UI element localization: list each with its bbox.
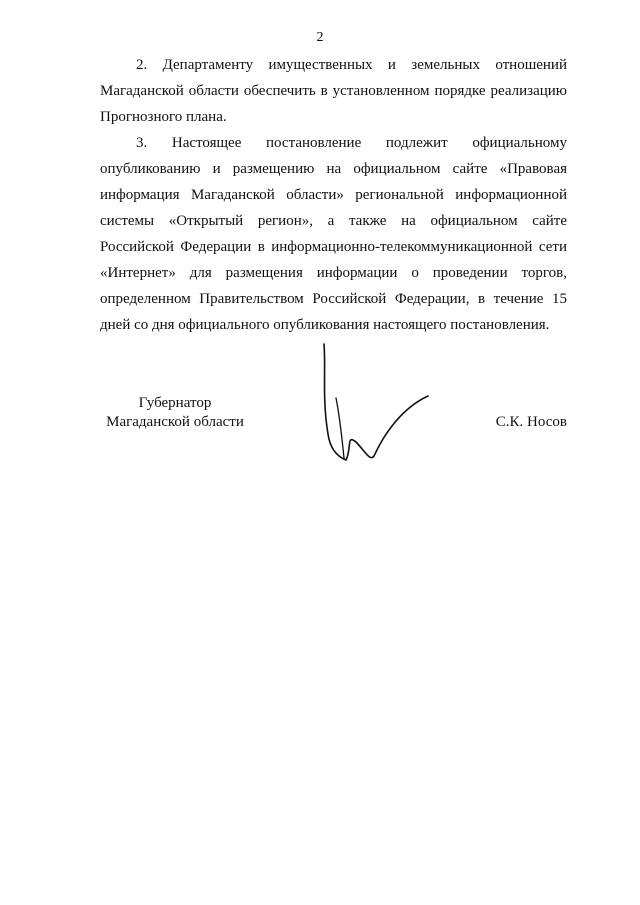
signatory-name: С.К. Носов [495, 414, 567, 430]
page-number: 2 [316, 30, 324, 45]
paragraph-2: 2. Департаменту имущественных и земельных отношений Магаданской области обеспечить в установленном порядке реализацию Прогнозного плана. [100, 57, 567, 125]
document-body [100, 52, 567, 338]
handwritten-signature [312, 338, 432, 468]
paragraph-3: 3. Настоящее постановление подлежит официальному опубликованию и размещению на официальном сайте «Правовая информация Магаданской области» региональной информационной системы «Открытый регион», а также на официальном сайте Российской Федерации в информационно-телекоммуникационной сети «Интернет» для размещения информации о проведении торгов, определенном Правительством Российской Федерации, в течение 15 дней со дня официального опубликования настоящего постановления. [100, 135, 567, 333]
signatory-position [95, 394, 255, 432]
signatory-position-line1: Губернатор [138, 395, 212, 411]
signatory-position-line2: Магаданской области [106, 414, 244, 430]
